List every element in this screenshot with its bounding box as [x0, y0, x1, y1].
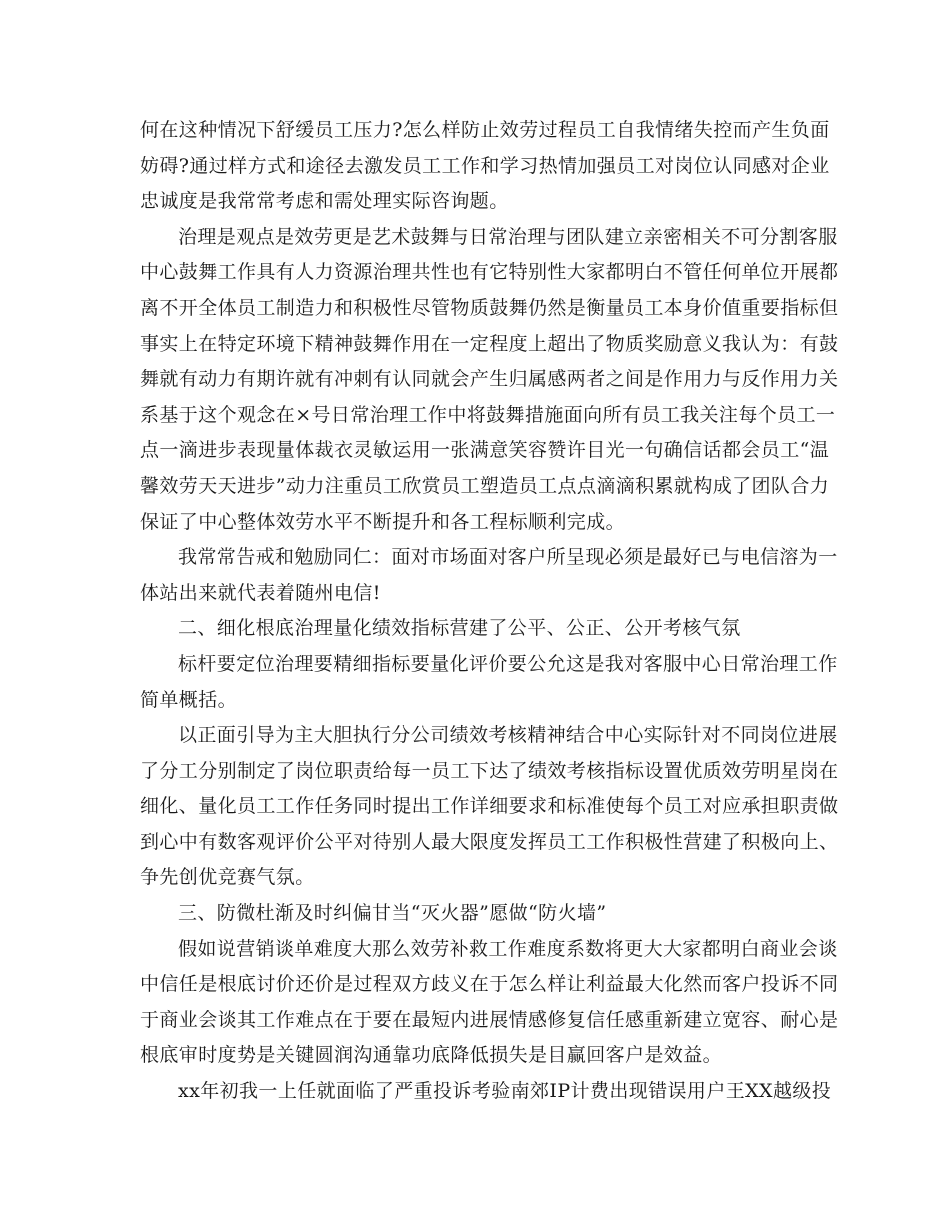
text-line: 何在这种情况下舒缓员工压力?怎么样防止效劳过程员工自我情绪失控而产生负面: [140, 119, 830, 141]
text-line: 点一滴进步表现量体裁衣灵敏运用一张满意笑容赞许目光一句确信话都会员工“温: [140, 439, 830, 462]
paragraph-first-line: 标杆要定位治理要精细指标要量化评价要公允这是我对客服中心日常治理工作: [178, 652, 838, 675]
text-line: 保证了中心整体效劳水平不断提升和各工程标顺利完成。: [140, 510, 626, 533]
text-line: 舞就有动力有期许就有冲刺有认同就会产生归属感两者之间是作用力与反作用力关: [140, 368, 839, 391]
text-line: 于商业会谈其工作难点在于要在最短内进展情感修复信任感重新建立宽容、耐心是: [140, 1008, 839, 1031]
text-line: 馨效劳天天进步”动力注重员工欣赏员工塑造员工点点滴滴积累就构成了团队合力: [140, 474, 830, 497]
text-line: 事实上在特定环境下精神鼓舞作用在一定程度上超出了物质奖励意义我认为：有鼓: [140, 332, 839, 355]
text-line: 了分工分别制定了岗位职责给每一员工下达了绩效考核指标设置优质效劳明星岗在: [140, 759, 839, 782]
paragraph-first-line: xx年初我一上任就面临了严重投诉考验南郊IP计费出现错误用户王XX越级投: [178, 1080, 832, 1103]
text-line: 体站出来就代表着随州电信!: [140, 581, 381, 604]
text-line: 根底审时度势是关键圆润沟通靠功底降低损失是目赢回客户是效益。: [140, 1044, 723, 1067]
text-line: 到心中有数客观评价公平对待别人最大限度发挥员工工作积极性营建了积极向上、: [140, 830, 839, 853]
section-heading: 二、细化根底治理量化绩效指标营建了公平、公正、公开考核气氛: [178, 617, 741, 640]
text-line: 细化、量化员工工作任务同时提出工作详细要求和标准使每个员工对应承担职责做: [140, 795, 839, 818]
document-body: [140, 113, 839, 1110]
paragraph-first-line: 假如说营销谈单难度大那么效劳补救工作难度系数将更大大家都明白商业会谈: [178, 937, 838, 960]
text-line: 离不开全体员工制造力和积极性尽管物质鼓舞仍然是衡量员工本身价值重要指标但: [140, 296, 839, 319]
text-line: 忠诚度是我常常考虑和需处理实际咨询题。: [140, 190, 509, 213]
paragraph-first-line: 治理是观点是效劳更是艺术鼓舞与日常治理与团队建立亲密相关不可分割客服: [178, 225, 838, 248]
paragraph-first-line: 我常常告戒和勉励同仁：面对市场面对客户所呈现必须是最好已与电信溶为一: [178, 546, 838, 569]
text-line: 中心鼓舞工作具有人力资源治理共性也有它特别性大家都明白不管任何单位开展都: [140, 261, 839, 284]
text-line: 中信任是根底讨价还价是过程双方歧义在于怎么样让利益最大化然而客户投诉不同: [140, 973, 839, 996]
text-line: 妨碍?通过样方式和途径去激发员工工作和学习热情加强员工对岗位认同感对企业: [140, 154, 830, 177]
paragraph-first-line: 以正面引导为主大胆执行分公司绩效考核精神结合中心实际针对不同岗位进展: [178, 724, 838, 747]
text-line: 争先创优竞赛气氛。: [140, 866, 315, 889]
text-line: 简单概括。: [140, 688, 238, 711]
section-heading: 三、防微杜渐及时纠偏甘当“灭火器”愿做“防火墙”: [178, 902, 607, 925]
text-line: 系基于这个观念在×号日常治理工作中将鼓舞措施面向所有员工我关注每个员工一: [140, 403, 836, 426]
